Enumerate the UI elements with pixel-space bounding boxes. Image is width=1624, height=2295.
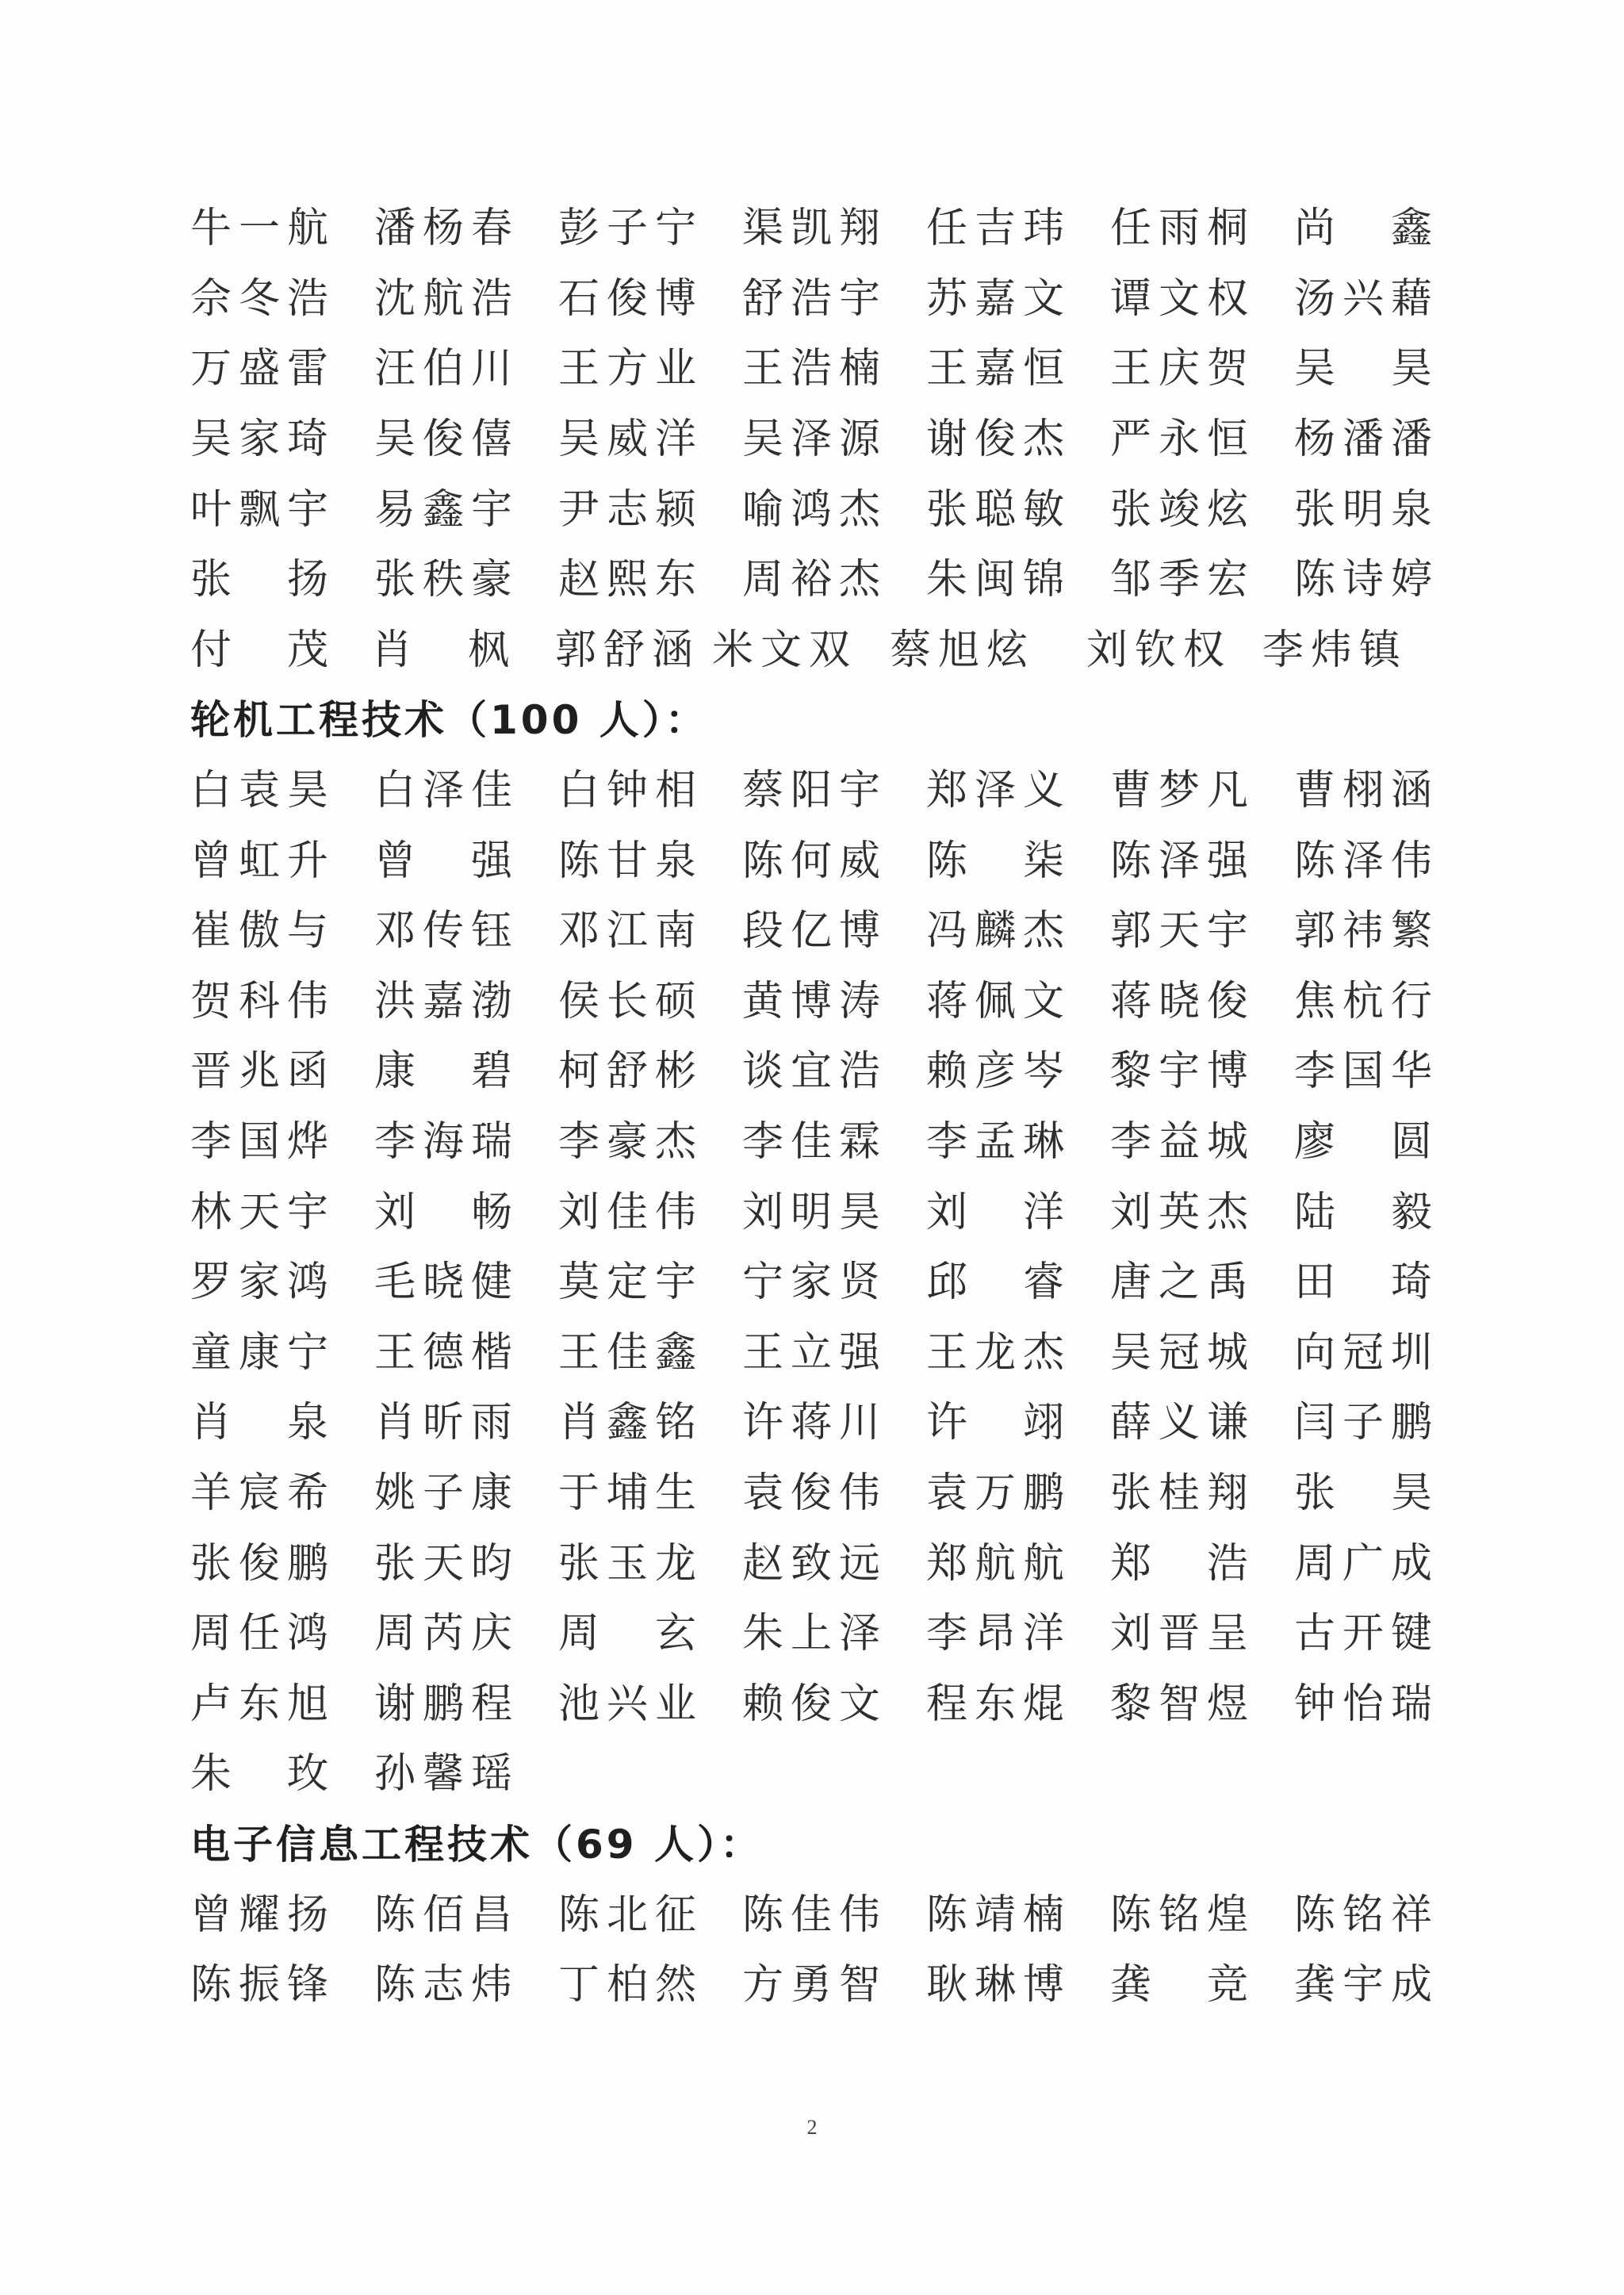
student-name: 吴家琦 — [190, 416, 336, 464]
name-row — [190, 1739, 1435, 1810]
student-name: 任吉玮 — [926, 205, 1072, 253]
document-content — [190, 193, 1440, 2020]
student-name: 邱 睿 — [926, 1259, 1072, 1307]
student-name: 周裕杰 — [742, 556, 888, 604]
student-name: 钟怡瑞 — [1294, 1680, 1440, 1728]
student-name: 宁家贤 — [742, 1259, 888, 1307]
student-name: 陈何威 — [742, 837, 888, 885]
student-name: 许蒋川 — [742, 1399, 888, 1447]
student-name: 谢鹏程 — [374, 1680, 520, 1728]
name-row — [190, 1247, 1440, 1318]
student-name: 李炜镇 — [1262, 626, 1408, 674]
student-name: 王浩楠 — [742, 345, 888, 393]
student-name: 刘 洋 — [926, 1188, 1072, 1236]
student-name: 郑航航 — [926, 1539, 1072, 1588]
student-name: 佘冬浩 — [190, 274, 336, 323]
student-name: 冯麟杰 — [926, 907, 1072, 956]
student-name: 邹季宏 — [1110, 556, 1256, 604]
student-name: 晋兆函 — [190, 1048, 336, 1096]
student-name: 曹栩涵 — [1294, 767, 1440, 815]
student-name: 王龙杰 — [926, 1328, 1072, 1377]
student-name: 张俊鹏 — [190, 1539, 336, 1588]
student-name: 舒浩宇 — [742, 274, 888, 323]
student-name: 康 碧 — [374, 1048, 520, 1096]
student-name: 张 扬 — [190, 556, 336, 604]
student-name: 张 昊 — [1294, 1469, 1440, 1517]
student-name: 白泽佳 — [374, 767, 520, 815]
student-name: 尹志颍 — [558, 485, 704, 534]
student-name: 周任鸿 — [190, 1610, 336, 1658]
student-name: 王德楷 — [374, 1328, 520, 1377]
name-row — [190, 1528, 1440, 1599]
student-name: 李豪杰 — [558, 1118, 704, 1167]
student-name: 付 茂 — [190, 626, 336, 674]
student-name: 汤兴藉 — [1294, 274, 1440, 323]
student-name: 石俊博 — [558, 274, 704, 323]
student-name: 陈铭祥 — [1294, 1891, 1440, 1939]
student-name: 张竣炫 — [1110, 485, 1256, 534]
name-row — [190, 474, 1440, 545]
student-name: 焦杭行 — [1294, 977, 1440, 1025]
student-name: 黄博涛 — [742, 977, 888, 1025]
student-name: 李孟琳 — [926, 1118, 1072, 1167]
student-name: 赵熙东 — [558, 556, 704, 604]
student-name: 蒋佩文 — [926, 977, 1072, 1025]
student-name: 朱 玫 — [190, 1750, 336, 1799]
student-name: 刘钦权 — [1086, 626, 1232, 674]
student-name: 陈诗婷 — [1294, 556, 1440, 604]
student-name: 林天宇 — [190, 1188, 336, 1236]
student-name: 陈甘泉 — [558, 837, 704, 885]
student-name: 龚宇成 — [1294, 1961, 1440, 2010]
student-name: 尚 鑫 — [1294, 205, 1440, 253]
student-name: 周广成 — [1294, 1539, 1440, 1588]
student-name: 曹梦凡 — [1110, 767, 1256, 815]
student-name: 刘英杰 — [1110, 1188, 1256, 1236]
student-name: 赵致远 — [742, 1539, 888, 1588]
student-name: 张桂翔 — [1110, 1469, 1256, 1517]
student-name: 许 翊 — [926, 1399, 1072, 1447]
student-name: 程东焜 — [926, 1680, 1072, 1728]
name-row — [190, 193, 1440, 264]
student-name: 莫定宇 — [558, 1259, 704, 1307]
student-name: 牛一航 — [190, 205, 336, 253]
student-name: 洪嘉渤 — [374, 977, 520, 1025]
name-row — [190, 1107, 1440, 1178]
student-name: 杨潘潘 — [1294, 416, 1440, 464]
student-name: 袁万鹏 — [926, 1469, 1072, 1517]
student-name: 陈泽强 — [1110, 837, 1256, 885]
name-row — [190, 545, 1440, 615]
student-name: 李昂洋 — [926, 1610, 1072, 1658]
electronic-engineering-name-list — [190, 1879, 1440, 2020]
name-row — [190, 1879, 1440, 1950]
student-name: 周芮庆 — [374, 1610, 520, 1658]
student-name: 侯长硕 — [558, 977, 704, 1025]
student-name: 王嘉恒 — [926, 345, 1072, 393]
student-name: 池兴业 — [558, 1680, 704, 1728]
student-name: 赖彦岑 — [926, 1048, 1072, 1096]
student-name: 曾虹升 — [190, 837, 336, 885]
student-name: 渠凯翔 — [742, 205, 888, 253]
student-name: 曾耀扬 — [190, 1891, 336, 1939]
student-name: 朱上泽 — [742, 1610, 888, 1658]
name-row — [190, 1177, 1440, 1247]
student-name: 陆 毅 — [1294, 1188, 1440, 1236]
student-name: 米文双 — [712, 626, 858, 674]
student-name: 刘 畅 — [374, 1188, 520, 1236]
continued-name-list — [190, 193, 1440, 685]
student-name: 张天昀 — [374, 1539, 520, 1588]
student-name: 毛晓健 — [374, 1259, 520, 1307]
student-name: 于埔生 — [558, 1469, 704, 1517]
student-name: 汪伯川 — [374, 345, 520, 393]
student-name: 薛义谦 — [1110, 1399, 1256, 1447]
student-name: 易鑫宇 — [374, 485, 520, 534]
student-name: 谢俊杰 — [926, 416, 1072, 464]
student-name: 唐之禹 — [1110, 1259, 1256, 1307]
name-row — [190, 1599, 1440, 1669]
name-row — [190, 1388, 1440, 1458]
name-row — [190, 615, 1435, 686]
student-name: 郭舒涵 — [555, 626, 701, 674]
student-name: 蒋晓俊 — [1110, 977, 1256, 1025]
student-name: 贺科伟 — [190, 977, 336, 1025]
student-name: 沈航浩 — [374, 274, 520, 323]
student-name: 吴冠城 — [1110, 1328, 1256, 1377]
student-name: 陈志炜 — [374, 1961, 520, 2010]
name-row — [190, 1458, 1440, 1529]
student-name: 袁俊伟 — [742, 1469, 888, 1517]
name-row — [190, 1950, 1440, 2021]
name-row — [190, 1669, 1440, 1739]
marine-engineering-name-list — [190, 756, 1440, 1810]
student-name: 李海瑞 — [374, 1118, 520, 1167]
student-name: 童康宁 — [190, 1328, 336, 1377]
student-name: 黎智煜 — [1110, 1680, 1256, 1728]
section-heading-electronic-engineering: 电子信息工程技术（69 人）： — [190, 1821, 763, 1868]
student-name: 郑 浩 — [1110, 1539, 1256, 1588]
student-name: 古开键 — [1294, 1610, 1440, 1658]
student-name: 陈 柒 — [926, 837, 1072, 885]
student-name: 李佳霖 — [742, 1118, 888, 1167]
student-name: 陈北征 — [558, 1891, 704, 1939]
student-name: 陈振锋 — [190, 1961, 336, 2010]
student-name: 陈泽伟 — [1294, 837, 1440, 885]
name-row — [190, 826, 1440, 896]
name-row — [190, 264, 1440, 335]
student-name: 郭天宇 — [1110, 907, 1256, 956]
student-name: 赖俊文 — [742, 1680, 888, 1728]
section-heading-marine-engineering: 轮机工程技术（100 人）： — [190, 697, 708, 744]
student-name: 陈佳伟 — [742, 1891, 888, 1939]
student-name: 蔡旭炫 — [890, 626, 1036, 674]
student-name: 严永恒 — [1110, 416, 1256, 464]
name-row — [190, 1036, 1440, 1107]
student-name: 吴泽源 — [742, 416, 888, 464]
student-name: 方勇智 — [742, 1961, 888, 2010]
student-name: 邓江南 — [558, 907, 704, 956]
name-row — [190, 756, 1440, 826]
student-name: 潘杨春 — [374, 205, 520, 253]
student-name: 吴俊僖 — [374, 416, 520, 464]
student-name: 陈靖楠 — [926, 1891, 1072, 1939]
student-name: 朱闽锦 — [926, 556, 1072, 604]
student-name: 任雨桐 — [1110, 205, 1256, 253]
student-name: 万盛雷 — [190, 345, 336, 393]
name-row — [190, 404, 1440, 475]
student-name: 陈铭煌 — [1110, 1891, 1256, 1939]
name-row — [190, 896, 1440, 967]
student-name: 耿琳博 — [926, 1961, 1072, 2010]
student-name: 廖 圆 — [1294, 1118, 1440, 1167]
student-name: 肖昕雨 — [374, 1399, 520, 1447]
student-name: 刘明昊 — [742, 1188, 888, 1236]
student-name: 肖 枫 — [371, 626, 517, 674]
student-name: 吴威洋 — [558, 416, 704, 464]
student-name: 谈宜浩 — [742, 1048, 888, 1096]
student-name: 陈佰昌 — [374, 1891, 520, 1939]
student-name: 柯舒彬 — [558, 1048, 704, 1096]
student-name: 黎宇博 — [1110, 1048, 1256, 1096]
student-name: 肖鑫铭 — [558, 1399, 704, 1447]
name-row — [190, 1318, 1440, 1389]
student-name: 丁柏然 — [558, 1961, 704, 2010]
student-name: 卢东旭 — [190, 1680, 336, 1728]
student-name: 王立强 — [742, 1328, 888, 1377]
student-name: 王方业 — [558, 345, 704, 393]
student-name: 叶飘宇 — [190, 485, 336, 534]
student-name: 向冠圳 — [1294, 1328, 1440, 1377]
student-name: 蔡阳宇 — [742, 767, 888, 815]
student-name: 刘晋呈 — [1110, 1610, 1256, 1658]
student-name: 王庆贺 — [1110, 345, 1256, 393]
student-name: 张秩豪 — [374, 556, 520, 604]
name-row — [190, 334, 1440, 404]
student-name: 谭文权 — [1110, 274, 1256, 323]
student-name: 白钟相 — [558, 767, 704, 815]
student-name: 田 琦 — [1294, 1259, 1440, 1307]
student-name: 羊宸希 — [190, 1469, 336, 1517]
student-name: 白袁昊 — [190, 767, 336, 815]
student-name: 李国烨 — [190, 1118, 336, 1167]
student-name: 罗家鸿 — [190, 1259, 336, 1307]
student-name: 张明泉 — [1294, 485, 1440, 534]
student-name: 喻鸿杰 — [742, 485, 888, 534]
student-name: 龚 竞 — [1110, 1961, 1256, 2010]
student-name: 崔傲与 — [190, 907, 336, 956]
student-name: 孙馨瑶 — [374, 1750, 520, 1799]
student-name: 张玉龙 — [558, 1539, 704, 1588]
student-name: 彭子宁 — [558, 205, 704, 253]
student-name: 闫子鹏 — [1294, 1399, 1440, 1447]
student-name: 苏嘉文 — [926, 274, 1072, 323]
student-name: 吴 昊 — [1294, 345, 1440, 393]
student-name: 李益城 — [1110, 1118, 1256, 1167]
student-name: 李国华 — [1294, 1048, 1440, 1096]
student-name: 邓传钰 — [374, 907, 520, 956]
student-name: 曾 强 — [374, 837, 520, 885]
student-name: 郑泽义 — [926, 767, 1072, 815]
student-name: 王佳鑫 — [558, 1328, 704, 1377]
student-name: 段亿博 — [742, 907, 888, 956]
student-name: 刘佳伟 — [558, 1188, 704, 1236]
name-row — [190, 967, 1440, 1037]
student-name: 张聪敏 — [926, 485, 1072, 534]
student-name: 肖 泉 — [190, 1399, 336, 1447]
student-name: 周 玄 — [558, 1610, 704, 1658]
student-name: 郭祎繁 — [1294, 907, 1440, 956]
page-number: 2 — [806, 2116, 818, 2139]
student-name: 姚子康 — [374, 1469, 520, 1517]
